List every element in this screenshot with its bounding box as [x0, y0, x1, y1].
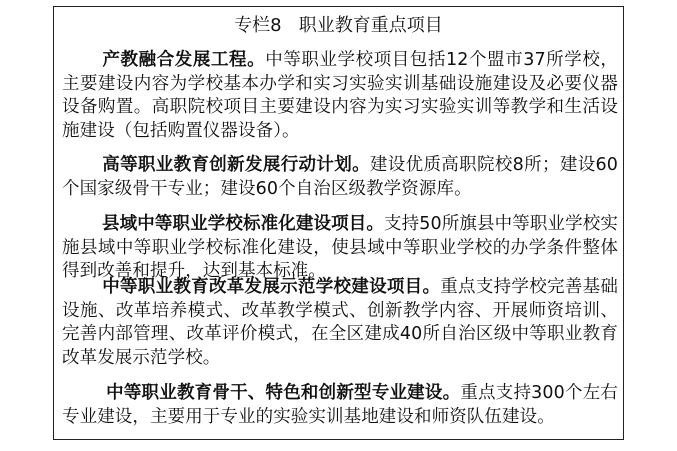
section-heading: 中等职业教育骨干、特色和创新型专业建设。 — [106, 383, 461, 403]
section-body: 建设优质高职院校8所；建设60个国家级骨干专业；建设60个自治区级教学资源库。 — [62, 155, 619, 199]
section-reform-demonstration — [62, 276, 618, 370]
section-body: 中等职业学校项目包括12个盟市37所学校，主要建设内容为学校基本办学和实习实验实训基础设施建设及必要仪器设备购置。高职院校项目主要建设内容为实习实验实训等教学和生活设施建设（包括购置仪器设备）。 — [62, 50, 619, 141]
box-title: 专栏8 职业教育重点项目 — [234, 15, 443, 36]
section-heading: 中等职业教育改革发展示范学校建设项目。 — [102, 277, 441, 297]
section-heading: 产教融合发展工程。 — [102, 50, 266, 70]
section-county-standardization — [62, 213, 618, 284]
section-heading: 高等职业教育创新发展行动计划。 — [102, 155, 370, 175]
section-industry-education — [62, 49, 618, 143]
section-body: 重点支持学校完善基础设施、改革培养模式、改革教学模式、创新教学内容、开展师资培训、完善内部管理、改革评价模式，在全区建成40所自治区级中等职业教育改革发展示范学校。 — [62, 277, 619, 368]
section-body: 重点支持300个左右专业建设，主要用于专业的实验实训基地建设和师资队伍建设。 — [62, 383, 619, 427]
section-body: 支持50所旗县中等职业学校实施县域中等职业学校标准化建设，使县域中等职业学校的办学条件整体得到改善和提升，达到基本标准。 — [62, 214, 618, 281]
section-higher-vocational — [62, 154, 618, 201]
section-key-specialties — [62, 382, 618, 429]
section-heading: 县域中等职业学校标准化建设项目。 — [102, 214, 385, 234]
feature-box — [53, 6, 624, 440]
